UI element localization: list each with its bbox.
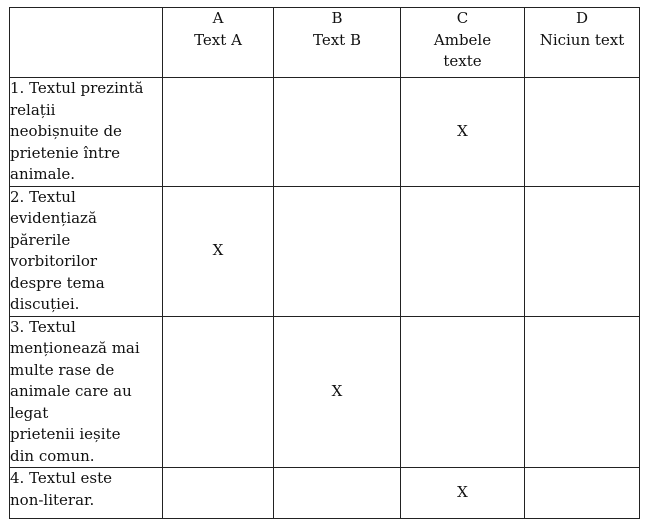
- answer-cell-d[interactable]: [525, 316, 640, 468]
- answer-cell-a[interactable]: X: [163, 186, 274, 316]
- answer-cell-b[interactable]: [274, 78, 401, 187]
- column-label: Text B: [313, 30, 361, 49]
- answer-cell-a[interactable]: [163, 78, 274, 187]
- column-letter: A: [212, 9, 224, 27]
- answer-cell-d[interactable]: [525, 78, 640, 187]
- answer-cell-c[interactable]: X: [401, 468, 525, 519]
- column-header-a: [163, 8, 274, 78]
- answer-cell-d[interactable]: [525, 468, 640, 519]
- answer-cell-a[interactable]: [163, 316, 274, 468]
- table-row: [10, 78, 640, 187]
- statement-cell: 4. Textul este non-literar.: [10, 468, 163, 519]
- column-letter: B: [331, 9, 343, 27]
- answer-cell-d[interactable]: [525, 186, 640, 316]
- answer-cell-b[interactable]: [274, 186, 401, 316]
- statement-cell: 1. Textul prezintă relații neobișnuite de prietenie între animale.: [10, 78, 163, 187]
- column-letter: D: [575, 9, 589, 27]
- answer-cell-c[interactable]: [401, 186, 525, 316]
- statement-cell: 3. Textul menționează mai multe rase de animale care au legat prietenii ieșite din comun.: [10, 316, 163, 468]
- answer-cell-a[interactable]: [163, 468, 274, 519]
- column-header-c: [401, 8, 525, 78]
- table-row: [10, 186, 640, 316]
- table-row: [10, 316, 640, 468]
- column-header-b: [274, 8, 401, 78]
- column-header-d: [525, 8, 640, 78]
- corner-cell: [10, 8, 163, 78]
- answer-cell-b[interactable]: X: [274, 316, 401, 468]
- column-label: Niciun text: [539, 30, 625, 49]
- answer-cell-c[interactable]: X: [401, 78, 525, 187]
- answer-cell-c[interactable]: [401, 316, 525, 468]
- answer-cell-b[interactable]: [274, 468, 401, 519]
- column-label: Text A: [194, 30, 242, 49]
- header-row: [10, 8, 640, 78]
- statement-cell: 2. Textul evidențiază părerile vorbitorilor despre tema discuției.: [10, 186, 163, 316]
- column-letter: C: [456, 9, 469, 27]
- table-row: [10, 468, 640, 519]
- answer-grid-table: [9, 7, 640, 519]
- column-label: Ambele texte: [433, 30, 492, 70]
